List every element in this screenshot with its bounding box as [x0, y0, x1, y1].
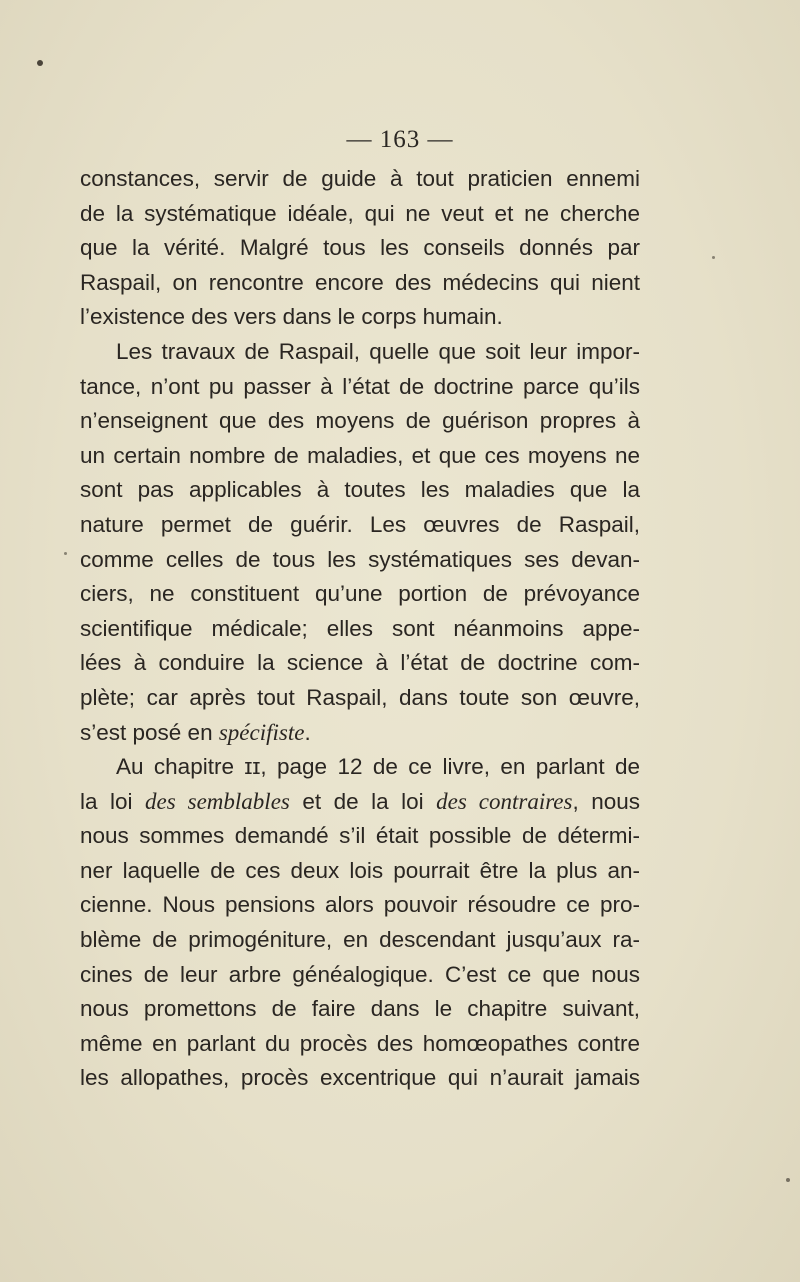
text-line: cienne. Nous pensions alors pouvoir résoudre ce pro- — [80, 892, 640, 918]
text-line: les allopathes, procès excentrique qui n’aurait jamais — [80, 1065, 640, 1091]
text-line: sont pas applicables à toutes les maladies que la — [80, 477, 640, 503]
text-line: nature permet de guérir. Les œuvres de Raspail, — [80, 511, 640, 537]
italic-term: des semblables — [145, 788, 290, 814]
text-line: scientifique médicale; elles sont néanmoins appe- — [80, 615, 640, 641]
text-line: comme celles de tous les systématiques ses devan- — [80, 546, 640, 572]
text-line: même en parlant du procès des homœopathes contre — [80, 1030, 640, 1056]
text-line: Raspail, on rencontre encore des médecins qui nient — [80, 269, 640, 295]
ink-speck — [786, 1178, 790, 1182]
text-line: plète; car après tout Raspail, dans toute son œuvre, — [80, 684, 640, 710]
text-line: un certain nombre de maladies, et que ces moyens ne — [80, 442, 640, 468]
ink-speck — [64, 552, 67, 555]
text-line: l’existence des vers dans le corps humain. — [80, 304, 503, 330]
text-line: tance, n’ont pu passer à l’état de doctrine parce qu’ils — [80, 373, 640, 399]
italic-term: spécifiste — [218, 719, 305, 745]
text-run: s’est posé en — [80, 719, 219, 745]
text-line: ner laquelle de ces deux lois pourrait être la plus an- — [80, 857, 640, 883]
text-line: de la systématique idéale, qui ne veut et ne cherche — [80, 200, 640, 226]
text-line: lées à conduire la science à l’état de doctrine com- — [80, 650, 640, 676]
text-run: et de la loi — [289, 788, 437, 814]
italic-term: des contraires — [436, 788, 573, 814]
text-line: nous promettons de faire dans le chapitre suivant, — [80, 996, 640, 1022]
ink-speck — [37, 60, 43, 66]
text-line — [80, 716, 640, 751]
text-run: , nous — [572, 788, 640, 814]
text-line: que la vérité. Malgré tous les conseils donnés par — [80, 235, 640, 261]
text-line: constances, servir de guide à tout praticien ennemi — [80, 166, 640, 191]
text-line: nous sommes demandé s’il était possible de détermi- — [80, 823, 640, 849]
text-line: Au chapitre ɪɪ, page 12 de ce livre, en parlant de — [116, 754, 640, 780]
body-text — [80, 162, 640, 1096]
page-number: — 163 — — [346, 126, 454, 153]
text-line: Les travaux de Raspail, quelle que soit leur impor- — [116, 338, 640, 364]
text-run: . — [304, 719, 311, 745]
text-line — [80, 785, 640, 820]
text-line: blème de primogéniture, en descendant jusqu’aux ra- — [80, 927, 640, 953]
text-run: la loi — [80, 788, 145, 814]
text-line: n’enseignent que des moyens de guérison propres à — [80, 408, 640, 434]
ink-speck — [712, 256, 715, 259]
text-line: cines de leur arbre généalogique. C’est ce que nous — [80, 961, 640, 987]
text-line: ciers, ne constituent qu’une portion de prévoyance — [80, 581, 640, 607]
